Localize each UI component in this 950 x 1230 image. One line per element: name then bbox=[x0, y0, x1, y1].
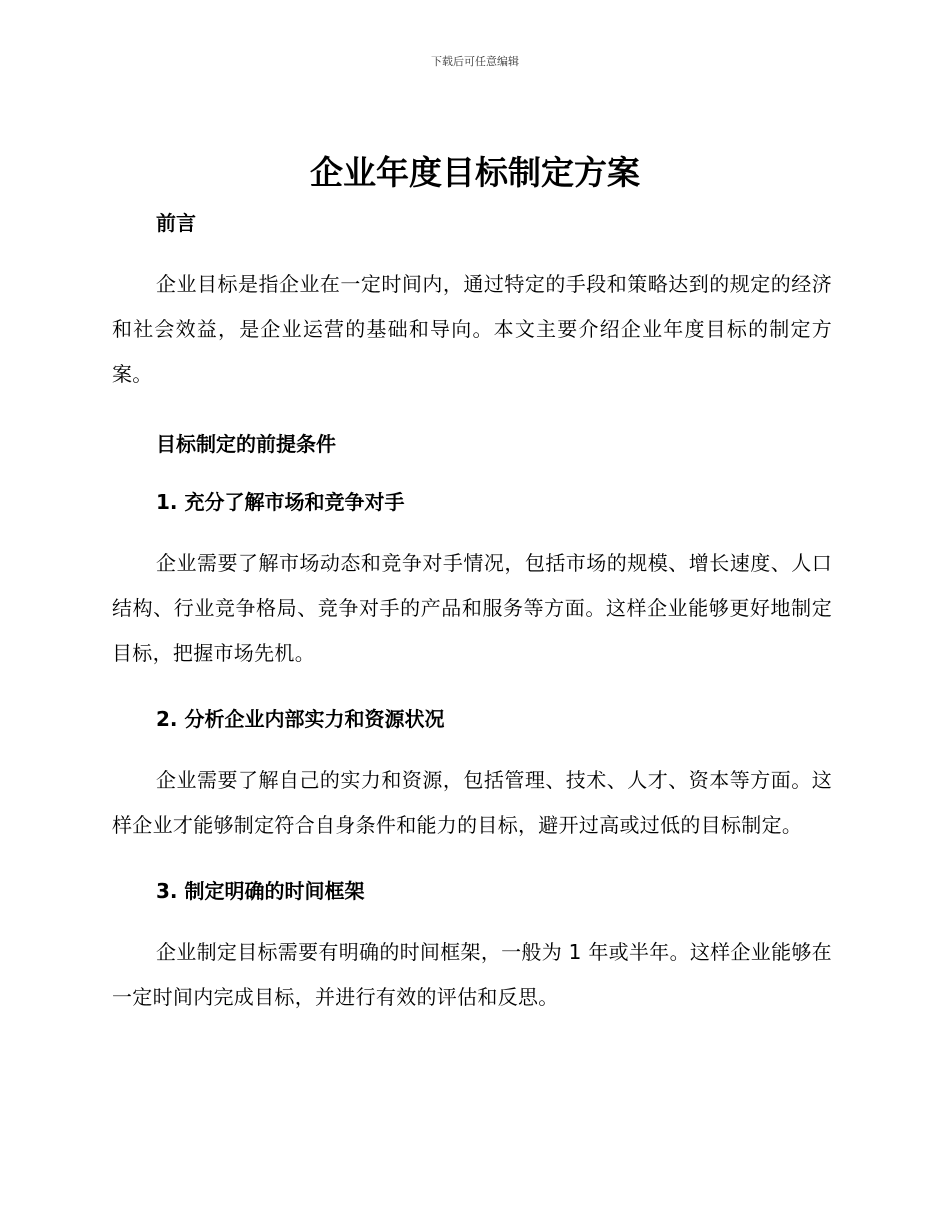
document-title: 企业年度目标制定方案 bbox=[310, 153, 640, 192]
item2-heading: 2. 分析企业内部实力和资源状况 bbox=[156, 707, 445, 731]
item2-paragraph: 企业需要了解自己的实力和资源，包括管理、技术、人才、资本等方面。这样企业才能够制定符合自身条件和能力的目标，避开过高或过低的目标制定。 bbox=[112, 768, 832, 837]
preface-paragraph: 企业目标是指企业在一定时间内，通过特定的手段和策略达到的规定的经济和社会效益，是企业运营的基础和导向。本文主要介绍企业年度目标的制定方案。 bbox=[112, 272, 832, 386]
item3-paragraph: 企业制定目标需要有明确的时间框架，一般为 1 年或半年。这样企业能够在一定时间内完成目标，并进行有效的评估和反思。 bbox=[112, 940, 832, 1009]
page-header-note: 下载后可任意编辑 bbox=[431, 55, 519, 68]
preface-heading: 前言 bbox=[156, 211, 196, 235]
item3-heading: 3. 制定明确的时间框架 bbox=[156, 879, 365, 903]
item1-paragraph: 企业需要了解市场动态和竞争对手情况，包括市场的规模、增长速度、人口结构、行业竞争格局、竞争对手的产品和服务等方面。这样企业能够更好地制定目标，把握市场先机。 bbox=[112, 551, 832, 665]
item1-heading: 1. 充分了解市场和竞争对手 bbox=[156, 490, 405, 514]
conditions-heading: 目标制定的前提条件 bbox=[156, 432, 336, 456]
document-body bbox=[112, 204, 832, 1020]
